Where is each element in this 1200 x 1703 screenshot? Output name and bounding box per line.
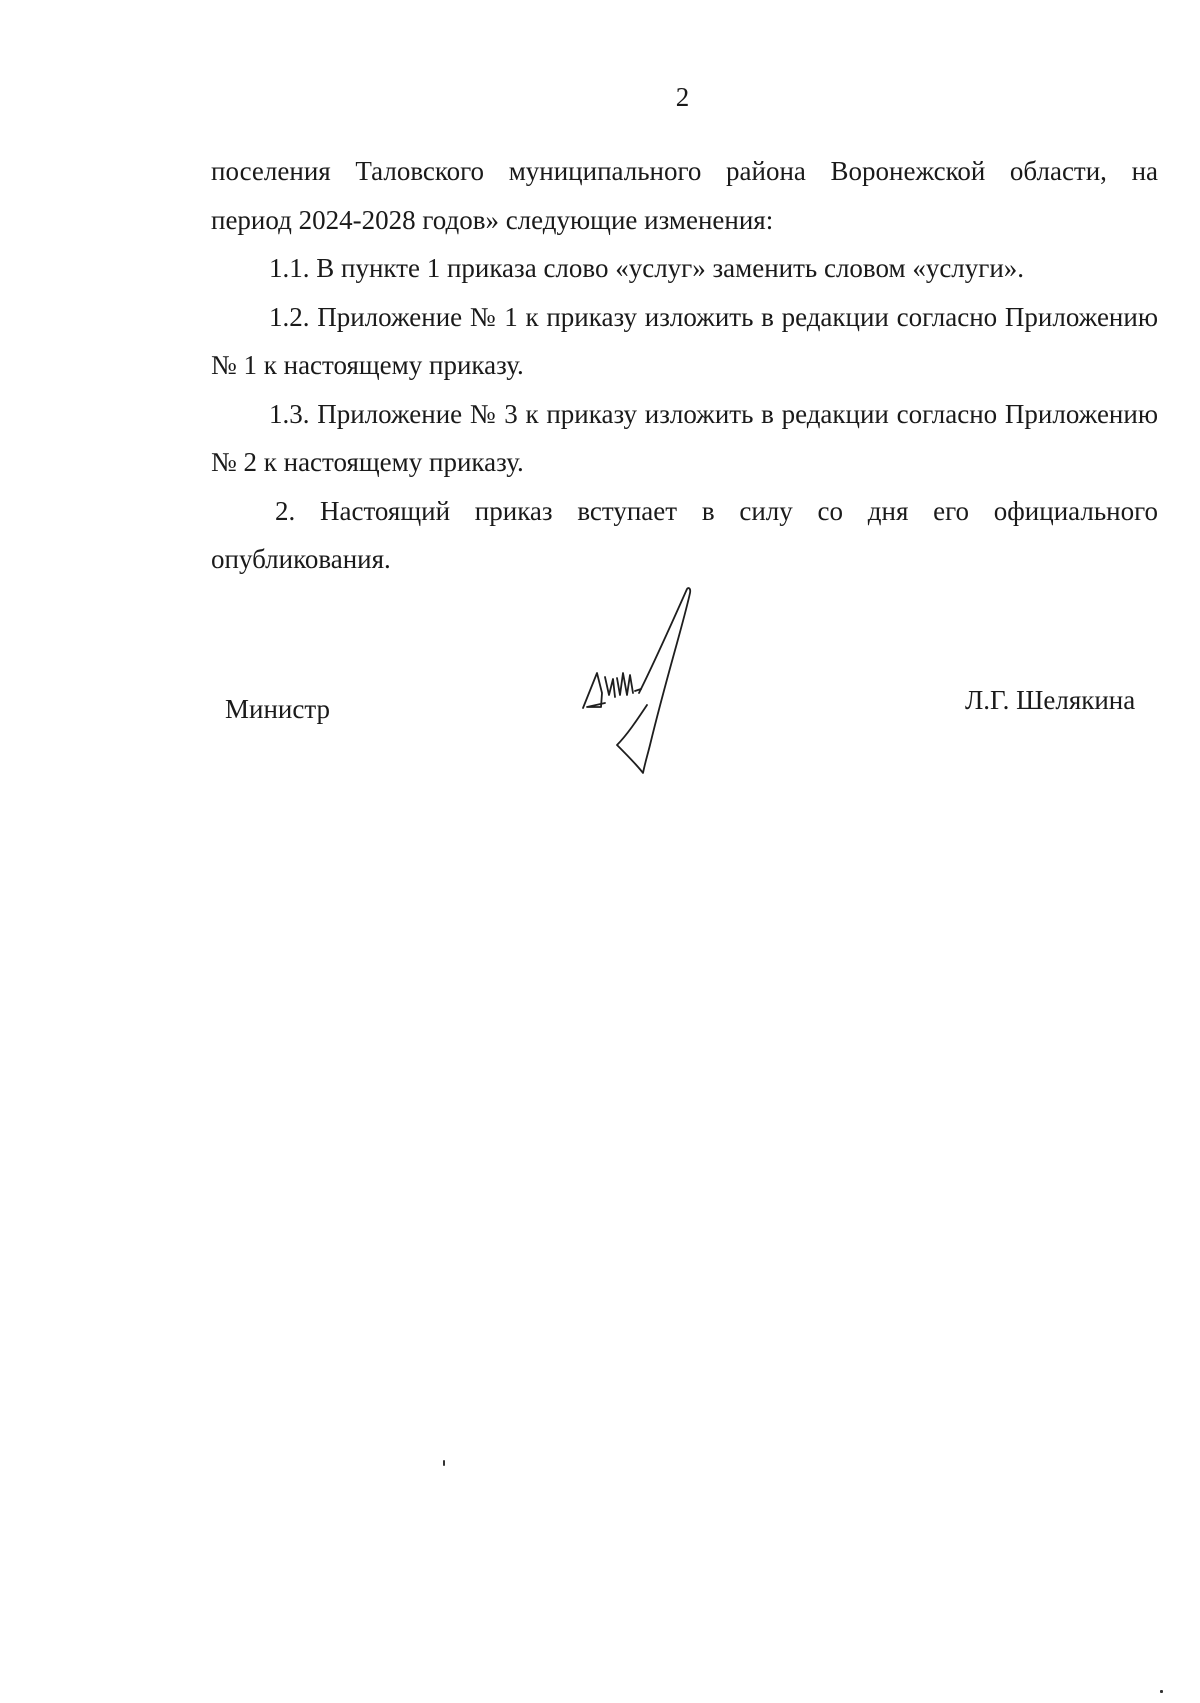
item-2: 2. Настоящий приказ вступает в силу со дня его официального опубликования. (211, 495, 1158, 574)
document-body (211, 147, 1158, 584)
item-1-2: 1.2. Приложение № 1 к приказу изложить в редакции согласно Приложению № 1 к настоящему приказу. (211, 301, 1158, 380)
signer-position: Министр (225, 694, 330, 724)
signer-name: Л.Г. Шелякина (965, 685, 1136, 715)
item-1-3: 1.3. Приложение № 3 к приказу изложить в редакции согласно Приложению № 2 к настоящему приказу. (211, 398, 1158, 477)
handwritten-signature (575, 585, 725, 775)
page-number: 2 (675, 82, 690, 112)
signature-block (0, 640, 1200, 780)
scan-speck (1160, 1690, 1163, 1693)
intro-line-2: период 2024-2028 годов» следующие изменения: (211, 204, 774, 235)
intro-line-1: поселения Таловского муниципального района Воронежской области, на (211, 156, 1158, 186)
scan-speck (443, 1460, 445, 1466)
item-1-1: 1.1. В пункте 1 приказа слово «услуг» заменить словом «услуги». (269, 253, 1025, 283)
